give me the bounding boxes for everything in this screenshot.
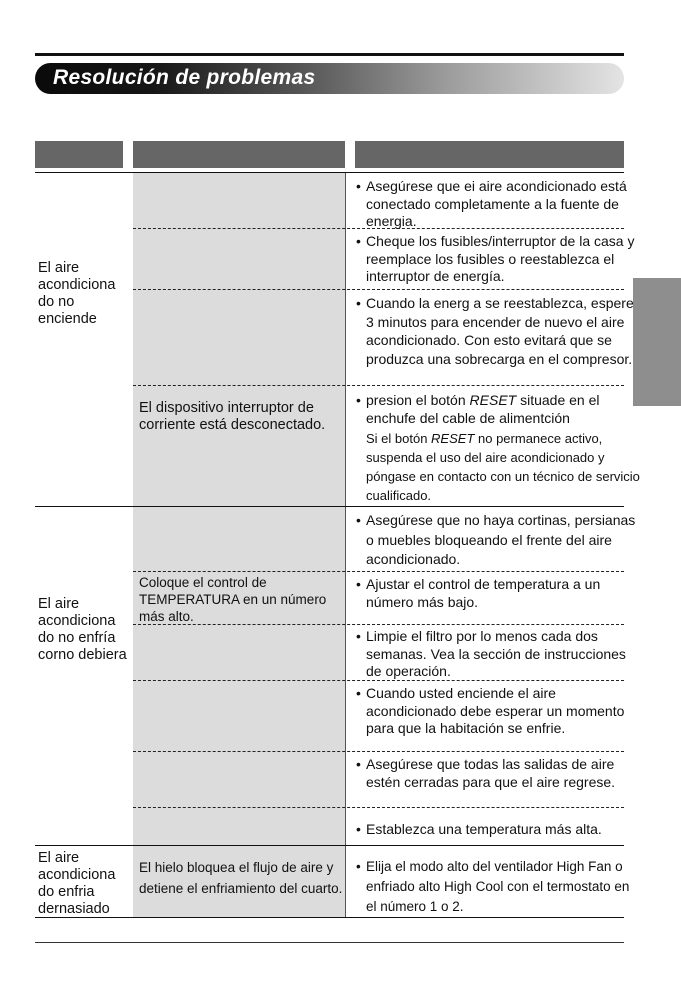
solution-text-part: presion el botón — [366, 392, 470, 408]
solution-text: Cuando la energ a se reestablezca, espere 3 minutos para encender de nuevo el aire acondicionado. Con esto evitará que se produzca una sobrecarga en el compresor. — [366, 295, 634, 367]
bullet: • — [356, 685, 361, 701]
solution-note — [356, 429, 641, 505]
solution-item — [356, 685, 641, 738]
note-text-part: Si el botón — [366, 431, 432, 446]
solution-text: Asegúrese que todas las salidas de aire estén cerradas para que el aire regrese. — [366, 756, 616, 790]
bullet: • — [356, 295, 361, 311]
bullet: • — [356, 628, 361, 644]
section-divider — [35, 506, 624, 507]
bottom-rule — [35, 942, 624, 943]
solution-item — [356, 821, 641, 839]
table-header-solution — [355, 141, 624, 168]
section-divider — [35, 845, 624, 846]
cause-control-temperatura: Coloque el control de TEMPERATURA en un número más alto. — [139, 575, 327, 624]
solution-text — [356, 392, 641, 427]
solution-item — [356, 392, 641, 505]
row-divider — [133, 571, 624, 572]
problem-no-enfria: El aire acondiciona do no enfría corno debiera — [38, 596, 127, 663]
row-divider — [133, 807, 624, 808]
solution-text: Cuando usted enciende el aire acondicionado debe esperar un momento para que la habitación se enfrie. — [366, 685, 625, 736]
row-divider — [133, 289, 624, 290]
problem-enfria-demasiado: El aire acondiciona do enfria dernasiado — [38, 850, 116, 917]
bullet: • — [356, 576, 361, 592]
solution-item — [356, 756, 641, 791]
table-top-line — [35, 172, 624, 173]
solution-text: Elija el modo alto del ventilador High Fan o enfriado alto High Cool con el termostato en el número 1 o 2. — [366, 859, 630, 914]
row-divider — [133, 385, 624, 386]
top-rule — [35, 53, 624, 56]
table-header-problem — [35, 141, 123, 168]
reset-label: RESET — [469, 392, 517, 408]
solution-text: Establezca una temperatura más alta. — [366, 821, 602, 837]
bullet: • — [356, 178, 361, 194]
bullet: • — [356, 821, 361, 837]
solution-item — [356, 294, 641, 368]
bullet: • — [356, 756, 361, 772]
row-divider — [133, 751, 624, 752]
problem-no-enciende: El aire acondiciona do no enciende — [38, 260, 116, 327]
solution-item — [356, 857, 641, 917]
solution-text: Ajustar el control de temperatura a un número más bajo. — [366, 576, 601, 610]
solution-text: Asegúrese que no haya cortinas, persianas o muebles bloqueando el frente del aire acondicionado. — [366, 512, 636, 567]
reset-label: RESET — [431, 431, 475, 446]
cause-interruptor: El dispositivo interruptor de corriente está desconectado. — [139, 400, 326, 433]
solution-item — [356, 178, 641, 231]
bullet: • — [356, 233, 361, 249]
solution-text: Cheque los fusibles/interruptor de la casa y reemplace los fusibles o reestablezca el interruptor de energía. — [366, 233, 635, 284]
solution-text: Limpie el filtro por lo menos cada dos semanas. Vea la sección de instrucciones de operación. — [366, 628, 626, 679]
section-title-bar — [35, 63, 624, 94]
solution-item — [356, 233, 641, 286]
bullet: • — [356, 859, 361, 874]
solution-item — [356, 511, 641, 570]
table-header-cause — [133, 141, 345, 168]
cause-hielo: El hielo bloquea el flujo de aire y detiene el enfriamiento del cuarto. — [139, 860, 343, 896]
bullet: • — [356, 392, 361, 408]
note-text-part: no permanece activo, suspenda el uso del aire acondicionado y póngase en contacto con un técnico de servicio cualificado. — [366, 431, 640, 503]
solution-item — [356, 628, 641, 681]
solution-text: Asegúrese que ei aire acondicionado está conectado completamente a la fuente de energia. — [366, 178, 627, 229]
solution-item — [356, 576, 641, 611]
solution-text-part: situade en el enchufe del cable de alimentción — [366, 392, 600, 426]
page-title: Resolución de problemas — [53, 66, 316, 89]
bullet: • — [356, 512, 361, 528]
